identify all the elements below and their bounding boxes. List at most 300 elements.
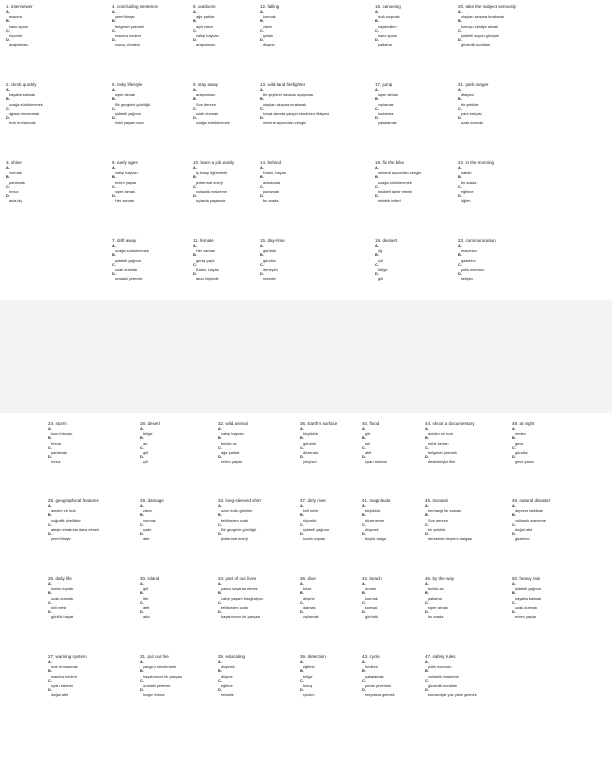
option-letter: B.: [193, 19, 197, 24]
option-text: erken yaşlar: [221, 459, 243, 465]
answer-option[interactable]: [48, 601, 126, 610]
option-letter: B.: [140, 513, 144, 518]
option-text: arkasında: [263, 179, 281, 185]
answer-option[interactable]: [48, 513, 126, 522]
answer-option[interactable]: [512, 427, 590, 436]
answer-option[interactable]: [458, 19, 536, 28]
option-text: kurtarma: [378, 110, 394, 116]
option-letter: B.: [48, 591, 52, 596]
answer-option[interactable]: [375, 19, 453, 28]
option-letter: A.: [425, 427, 429, 431]
option-letter: B.: [6, 97, 10, 102]
answer-option[interactable]: [375, 88, 453, 97]
answer-option[interactable]: [218, 660, 296, 669]
answer-option[interactable]: [140, 601, 218, 610]
answer-option[interactable]: [458, 107, 536, 116]
option-letter: A.: [48, 582, 52, 586]
option-letter: A.: [218, 660, 222, 664]
answer-option[interactable]: [458, 116, 536, 125]
answer-option[interactable]: [425, 582, 503, 591]
answer-option[interactable]: [218, 455, 296, 464]
answer-option[interactable]: [218, 427, 296, 436]
option-text: uzağa sürüklenmek: [378, 179, 412, 185]
answer-option[interactable]: [425, 455, 503, 464]
option-text: iletişim: [461, 276, 473, 282]
option-text: aniden ve hızlı: [51, 508, 77, 514]
question-title: 15. day-time: [260, 238, 285, 243]
option-letter: A.: [362, 582, 366, 586]
answer-option[interactable]: [6, 166, 84, 175]
answer-option[interactable]: [140, 523, 218, 532]
option-letter: B.: [300, 513, 304, 518]
answer-option[interactable]: [140, 591, 218, 600]
question-title: 10. learn a job easily: [193, 160, 235, 165]
option-text: volkanik malzeme: [196, 188, 227, 194]
option-letter: B.: [218, 591, 222, 596]
option-letter: B.: [425, 436, 429, 441]
answer-option[interactable]: [375, 194, 453, 203]
option-text: vahşi hayvan: [196, 32, 219, 38]
option-text: röportör: [303, 517, 317, 523]
answer-option[interactable]: [140, 446, 218, 455]
option-letter: A.: [260, 88, 264, 92]
answer-option[interactable]: [425, 601, 503, 610]
answer-option[interactable]: [425, 532, 503, 541]
answer-option[interactable]: [218, 679, 296, 688]
answer-option[interactable]: [140, 660, 218, 669]
answer-option[interactable]: [512, 513, 590, 522]
answer-option[interactable]: [140, 688, 218, 697]
answer-option[interactable]: [112, 107, 190, 116]
answer-option[interactable]: [140, 427, 218, 436]
question-title: 17. jump: [375, 82, 393, 87]
answer-option[interactable]: [512, 523, 590, 532]
answer-option[interactable]: [512, 601, 590, 610]
answer-option[interactable]: [48, 436, 126, 445]
option-letter: C.: [140, 445, 144, 450]
answer-option[interactable]: [375, 166, 453, 175]
answer-option[interactable]: [458, 97, 536, 106]
answer-option[interactable]: [375, 175, 453, 184]
answer-option[interactable]: [48, 582, 126, 591]
answer-option[interactable]: [48, 532, 126, 541]
answer-option[interactable]: [218, 610, 296, 619]
option-text: göl: [365, 431, 371, 437]
answer-option[interactable]: [260, 263, 338, 272]
answer-option[interactable]: [112, 244, 190, 253]
answer-option[interactable]: [6, 10, 84, 19]
option-text: sel: [365, 440, 370, 446]
option-text: parlamak: [9, 179, 26, 185]
answer-option[interactable]: [425, 436, 503, 445]
answer-option[interactable]: [48, 669, 126, 678]
option-text: hırsız: [9, 188, 19, 194]
answer-option[interactable]: [112, 29, 190, 38]
option-text: eğitime: [461, 188, 474, 194]
answer-option[interactable]: [425, 446, 503, 455]
option-text: göl: [143, 449, 149, 455]
option-letter: D.: [512, 531, 516, 536]
answer-option[interactable]: [375, 185, 453, 194]
question-card: [458, 4, 536, 47]
answer-option[interactable]: [260, 107, 338, 116]
answer-option[interactable]: [140, 504, 218, 513]
option-letter: D.: [112, 271, 116, 276]
answer-option[interactable]: [218, 504, 296, 513]
option-letter: B.: [112, 175, 116, 180]
question-card: [218, 498, 296, 541]
answer-option[interactable]: [375, 97, 453, 106]
option-text: zıplamak: [303, 614, 319, 620]
answer-option[interactable]: [512, 582, 590, 591]
answer-option[interactable]: [260, 175, 338, 184]
option-text: uzak durmak: [515, 604, 538, 610]
answer-option[interactable]: [425, 660, 503, 669]
answer-option[interactable]: [6, 38, 84, 47]
answer-option[interactable]: [6, 107, 84, 116]
option-text: destekleyici fikir: [428, 459, 456, 465]
answer-option[interactable]: [458, 263, 536, 272]
answer-option[interactable]: [260, 166, 338, 175]
option-text: kızgın fırtına: [143, 692, 165, 698]
answer-option[interactable]: [140, 582, 218, 591]
option-text: nehir kenarı: [428, 440, 449, 446]
option-text: şiddetli yağmur: [115, 257, 142, 263]
option-text: ağır şartlar: [196, 14, 215, 20]
option-text: hayatımızın bir parçası: [221, 614, 261, 620]
option-letter: B.: [425, 591, 429, 596]
option-text: oradaki yetenek: [115, 276, 143, 282]
option-text: gece: [515, 440, 524, 446]
answer-option[interactable]: [458, 175, 536, 184]
option-text: Bir gezginin günlüğü: [221, 526, 257, 532]
option-letter: D.: [425, 609, 429, 614]
answer-option[interactable]: [375, 107, 453, 116]
answer-option[interactable]: [512, 504, 590, 513]
option-text: park bekçisi: [461, 110, 482, 116]
question-title: 6. early ages: [112, 160, 138, 165]
answer-option[interactable]: [260, 29, 338, 38]
option-letter: B.: [362, 513, 366, 518]
option-text: çözüm: [303, 692, 315, 698]
answer-option[interactable]: [512, 436, 590, 445]
option-text: uzağa sürüklenmek: [9, 101, 43, 107]
option-text: hızlı tırmanmak: [9, 120, 36, 126]
answer-option[interactable]: [425, 427, 503, 436]
answer-option[interactable]: [260, 244, 338, 253]
option-text: Her zaman: [115, 198, 135, 204]
option-letter: D.: [425, 687, 429, 692]
option-text: görüntü: [263, 248, 277, 254]
answer-option[interactable]: [260, 19, 338, 28]
option-text: şiddetli suyun gücüyle: [461, 32, 500, 38]
option-text: polis memuru: [461, 266, 485, 272]
option-letter: B.: [48, 513, 52, 518]
option-text: orman: [365, 586, 377, 592]
answer-option[interactable]: [458, 272, 536, 281]
answer-option[interactable]: [512, 591, 590, 600]
answer-option[interactable]: [48, 504, 126, 513]
answer-option[interactable]: [458, 166, 536, 175]
answer-option[interactable]: [48, 660, 126, 669]
answer-option[interactable]: [218, 523, 296, 532]
option-letter: A.: [260, 10, 264, 14]
option-text: jeotermal enerji: [221, 536, 248, 542]
option-text: görüntü: [303, 440, 317, 446]
answer-option[interactable]: [218, 688, 296, 697]
option-text: sonuç cümlesi: [115, 42, 140, 48]
answer-option[interactable]: [425, 669, 503, 678]
answer-option[interactable]: [512, 455, 590, 464]
answer-option[interactable]: [112, 88, 190, 97]
answer-option[interactable]: [48, 679, 126, 688]
answer-option[interactable]: [458, 88, 536, 97]
answer-option[interactable]: [6, 88, 84, 97]
question-title: 7. drift away: [112, 238, 137, 243]
question-card: [375, 82, 453, 125]
question-card: [140, 576, 218, 619]
option-letter: C.: [140, 678, 144, 683]
answer-option[interactable]: [112, 97, 190, 106]
answer-option[interactable]: [140, 669, 218, 678]
option-letter: B.: [48, 669, 52, 674]
answer-option[interactable]: [375, 10, 453, 19]
question-card: [140, 498, 218, 541]
answer-option[interactable]: [48, 446, 126, 455]
option-letter: C.: [512, 445, 516, 450]
answer-option[interactable]: [260, 185, 338, 194]
answer-option[interactable]: [112, 19, 190, 28]
option-text: hayatımızın bir parçası: [143, 673, 183, 679]
option-text: belgesel çekmek: [428, 449, 457, 455]
option-letter: A.: [425, 582, 429, 586]
option-letter: C.: [6, 184, 10, 189]
option-text: kurmak: [263, 14, 276, 20]
answer-option[interactable]: [218, 446, 296, 455]
option-letter: C.: [6, 106, 10, 111]
option-text: kirli nehir: [51, 604, 67, 610]
answer-option[interactable]: [458, 244, 536, 253]
option-text: siper almak: [115, 188, 135, 194]
answer-option[interactable]: [112, 38, 190, 47]
answer-option[interactable]: [112, 272, 190, 281]
option-text: kumlu toprak: [51, 586, 74, 592]
answer-option[interactable]: [218, 436, 296, 445]
answer-option[interactable]: [48, 455, 126, 464]
option-letter: C.: [260, 106, 264, 111]
option-text: kırsal alanda yangın söndüren itfaiyeci: [263, 110, 330, 116]
answer-option[interactable]: [140, 436, 218, 445]
answer-option[interactable]: [375, 116, 453, 125]
option-letter: B.: [48, 436, 52, 441]
option-text: günlük hayat: [51, 614, 74, 620]
question-title: 32. wild animal: [218, 421, 248, 426]
option-letter: C.: [300, 600, 304, 605]
option-text: herhangi bir zaman: [428, 508, 462, 514]
question-card: [6, 160, 84, 203]
option-letter: B.: [512, 591, 516, 596]
answer-option[interactable]: [425, 688, 503, 697]
question-title: 20. take the subject seriously: [458, 4, 517, 9]
answer-option[interactable]: [260, 97, 338, 106]
answer-option[interactable]: [218, 532, 296, 541]
option-letter: B.: [112, 97, 116, 102]
answer-option[interactable]: [425, 504, 503, 513]
option-text: uzağa sürüklenmek: [196, 120, 230, 126]
option-letter: C.: [362, 678, 366, 683]
option-text: meydana gelmek: [365, 692, 395, 698]
option-letter: A.: [300, 504, 304, 508]
answer-option[interactable]: [458, 185, 536, 194]
question-card: [140, 654, 218, 697]
question-card: [375, 238, 453, 281]
answer-option[interactable]: [48, 427, 126, 436]
answer-option[interactable]: [6, 29, 84, 38]
option-text: gündüz: [263, 257, 276, 263]
answer-option[interactable]: [218, 513, 296, 522]
answer-option[interactable]: [375, 244, 453, 253]
option-letter: B.: [6, 175, 10, 180]
answer-option[interactable]: [112, 166, 190, 175]
option-text: riskli yaşam tarzı: [115, 120, 144, 126]
option-text: öğlen: [461, 198, 471, 204]
answer-option[interactable]: [218, 582, 296, 591]
option-letter: C.: [112, 184, 116, 189]
question-title: 44. shoot a documentary: [425, 421, 475, 426]
answer-option[interactable]: [218, 669, 296, 678]
answer-option[interactable]: [112, 10, 190, 19]
answer-option[interactable]: [458, 10, 536, 19]
answer-option[interactable]: [112, 263, 190, 272]
answer-option[interactable]: [425, 679, 503, 688]
answer-option[interactable]: [458, 38, 536, 47]
question-card: [112, 4, 190, 47]
answer-option[interactable]: [512, 610, 590, 619]
option-text: gece yarısı: [515, 459, 535, 465]
answer-option[interactable]: [260, 88, 338, 97]
answer-option[interactable]: [375, 253, 453, 262]
option-letter: B.: [458, 19, 462, 24]
answer-option[interactable]: [112, 253, 190, 262]
answer-option[interactable]: [425, 610, 503, 619]
answer-option[interactable]: [425, 523, 503, 532]
answer-option[interactable]: [112, 175, 190, 184]
answer-option[interactable]: [512, 446, 590, 455]
option-letter: C.: [218, 522, 222, 527]
answer-option[interactable]: [6, 175, 84, 184]
question-title: 27. warning system: [48, 654, 87, 659]
answer-option[interactable]: [260, 10, 338, 19]
option-letter: D.: [362, 687, 366, 692]
answer-option[interactable]: [48, 523, 126, 532]
answer-option[interactable]: [48, 688, 126, 697]
option-letter: B.: [140, 669, 144, 674]
answer-option[interactable]: [112, 194, 190, 203]
option-letter: B.: [512, 436, 516, 441]
answer-option[interactable]: [140, 532, 218, 541]
question-title: 25. geographical features: [48, 498, 99, 503]
question-card: [425, 498, 503, 541]
answer-option[interactable]: [140, 513, 218, 522]
answer-option[interactable]: [140, 679, 218, 688]
answer-option[interactable]: [260, 253, 338, 262]
option-text: vurmak: [9, 170, 22, 176]
option-letter: C.: [375, 184, 379, 189]
option-text: uzak durmak: [461, 120, 484, 126]
answer-option[interactable]: [6, 185, 84, 194]
answer-option[interactable]: [6, 194, 84, 203]
option-text: eğitme: [221, 682, 233, 688]
answer-option[interactable]: [260, 272, 338, 281]
option-text: maceracı: [461, 248, 477, 254]
option-text: asla,hiç: [9, 198, 23, 204]
option-letter: C.: [218, 600, 222, 605]
option-text: erken yaşlar: [115, 179, 137, 185]
answer-option[interactable]: [6, 19, 84, 28]
answer-option[interactable]: [375, 272, 453, 281]
question-card: [48, 421, 126, 464]
answer-option[interactable]: [140, 610, 218, 619]
option-letter: A.: [193, 88, 197, 92]
option-text: gündüz: [515, 449, 528, 455]
option-letter: C.: [425, 445, 429, 450]
option-letter: C.: [458, 106, 462, 111]
answer-option[interactable]: [375, 29, 453, 38]
question-title: 49. natural disaster: [512, 498, 551, 503]
option-letter: D.: [112, 37, 116, 42]
option-letter: D.: [300, 454, 304, 459]
answer-option[interactable]: [458, 194, 536, 203]
answer-option[interactable]: [140, 455, 218, 464]
option-letter: C.: [458, 262, 462, 267]
answer-option[interactable]: [6, 116, 84, 125]
answer-option[interactable]: [260, 194, 338, 203]
option-letter: B.: [300, 669, 304, 674]
answer-option[interactable]: [260, 38, 338, 47]
answer-option[interactable]: [112, 185, 190, 194]
answer-option[interactable]: [48, 591, 126, 600]
answer-option[interactable]: [425, 591, 503, 600]
option-letter: B.: [458, 253, 462, 258]
answer-option[interactable]: [458, 253, 536, 262]
answer-option[interactable]: [375, 263, 453, 272]
answer-option[interactable]: [48, 610, 126, 619]
worksheet-page-1: [0, 0, 612, 300]
option-text: düşme: [263, 42, 275, 48]
question-title: 3. shine: [6, 160, 22, 165]
question-title: 8. outdoors: [193, 4, 216, 9]
option-letter: A.: [218, 427, 222, 431]
option-text: patlama: [428, 595, 442, 601]
answer-option[interactable]: [425, 513, 503, 522]
option-text: coğrafik özellikler: [51, 517, 81, 523]
option-letter: B.: [193, 253, 197, 258]
answer-option[interactable]: [218, 591, 296, 600]
answer-option[interactable]: [218, 601, 296, 610]
option-letter: B.: [362, 591, 366, 596]
answer-option[interactable]: [112, 116, 190, 125]
answer-option[interactable]: [512, 532, 590, 541]
answer-option[interactable]: [458, 29, 536, 38]
option-letter: C.: [260, 28, 264, 33]
worksheet-page-2: [0, 413, 612, 768]
option-text: bölge: [303, 673, 313, 679]
answer-option[interactable]: [375, 38, 453, 47]
answer-option[interactable]: [6, 97, 84, 106]
option-letter: C.: [193, 106, 197, 111]
option-letter: A.: [362, 660, 366, 664]
answer-option[interactable]: [260, 116, 338, 125]
